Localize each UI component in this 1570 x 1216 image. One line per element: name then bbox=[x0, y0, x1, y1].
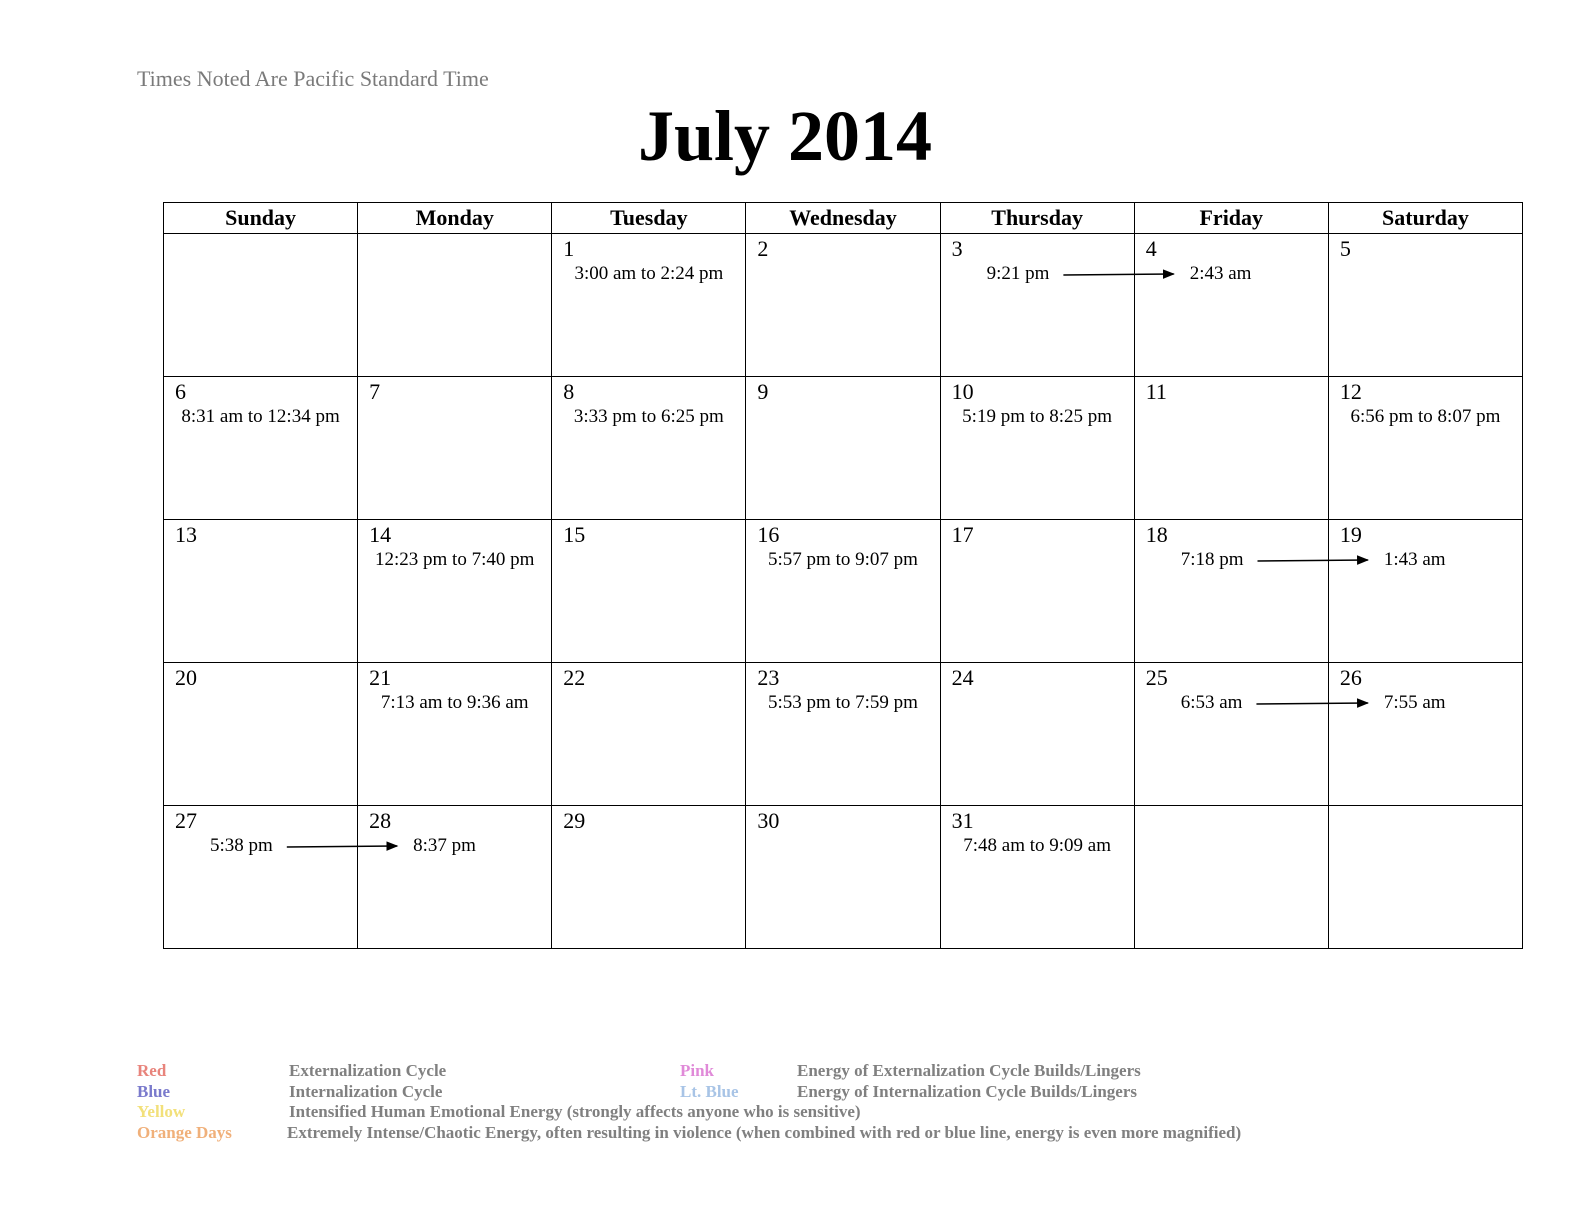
weekday-header: Friday bbox=[1134, 203, 1328, 234]
day-number: 18 bbox=[1145, 522, 1168, 547]
day-number: 30 bbox=[757, 808, 780, 833]
day-number: 1 bbox=[563, 236, 575, 261]
day-cell bbox=[1328, 377, 1522, 520]
day-cell bbox=[1134, 234, 1328, 377]
day-number: 7 bbox=[369, 379, 381, 404]
event-time: 7:18 pm bbox=[1180, 549, 1244, 570]
day-cell bbox=[1328, 663, 1522, 806]
event-time: 9:21 pm bbox=[986, 263, 1050, 284]
event-time-range: 8:31 am to 12:34 pm bbox=[181, 406, 340, 427]
day-number: 26 bbox=[1339, 665, 1362, 690]
day-number: 19 bbox=[1339, 522, 1362, 547]
event-time: 2:43 am bbox=[1189, 263, 1252, 284]
day-number: 11 bbox=[1145, 379, 1167, 404]
week-row bbox=[164, 806, 1523, 949]
day-number: 8 bbox=[563, 379, 575, 404]
day-cell bbox=[552, 234, 746, 377]
day-cell bbox=[164, 806, 358, 949]
day-number: 31 bbox=[951, 808, 974, 833]
day-number: 13 bbox=[175, 522, 197, 547]
day-number: 17 bbox=[951, 522, 974, 547]
day-number: 9 bbox=[757, 379, 769, 404]
day-cell bbox=[940, 806, 1134, 949]
event-time: 1:43 am bbox=[1383, 549, 1446, 570]
event-time-range: 7:13 am to 9:36 am bbox=[380, 692, 529, 713]
empty-day-cell bbox=[1328, 806, 1522, 949]
event-time: 5:38 pm bbox=[210, 835, 273, 856]
day-cell bbox=[1134, 663, 1328, 806]
legend-pink-name: Pink bbox=[680, 1061, 715, 1080]
week-row bbox=[164, 520, 1523, 663]
day-number: 20 bbox=[175, 665, 197, 690]
day-cell bbox=[746, 377, 940, 520]
event-time: 7:55 am bbox=[1383, 692, 1446, 713]
day-cell bbox=[940, 520, 1134, 663]
day-cell bbox=[164, 377, 358, 520]
timezone-note: Times Noted Are Pacific Standard Time bbox=[137, 66, 489, 91]
day-number: 16 bbox=[757, 522, 780, 547]
empty-day-cell bbox=[358, 234, 552, 377]
day-cell bbox=[746, 234, 940, 377]
weekday-header: Sunday bbox=[164, 203, 358, 234]
weekday-header: Wednesday bbox=[746, 203, 940, 234]
day-cell bbox=[358, 663, 552, 806]
weekday-header: Tuesday bbox=[552, 203, 746, 234]
legend-yellow-name: Yellow bbox=[137, 1102, 186, 1121]
day-number: 3 bbox=[951, 236, 963, 261]
day-cell bbox=[746, 663, 940, 806]
event-time: 6:53 am bbox=[1180, 692, 1243, 713]
event-time-range: 5:19 pm to 8:25 pm bbox=[962, 406, 1113, 427]
day-number: 22 bbox=[563, 665, 586, 690]
legend-pink-description: Energy of Externalization Cycle Builds/Lingers bbox=[797, 1061, 1141, 1080]
day-cell bbox=[358, 520, 552, 663]
calendar-title: July 2014 bbox=[637, 96, 933, 176]
day-number: 29 bbox=[563, 808, 586, 833]
week-row bbox=[164, 234, 1523, 377]
event-time-range: 7:48 am to 9:09 am bbox=[963, 835, 1112, 856]
day-cell bbox=[1134, 377, 1328, 520]
empty-day-cell bbox=[1134, 806, 1328, 949]
legend-red-description: Externalization Cycle bbox=[289, 1061, 447, 1080]
day-cell bbox=[164, 520, 358, 663]
day-cell bbox=[552, 377, 746, 520]
day-number: 15 bbox=[563, 522, 586, 547]
event-time-range: 5:53 pm to 7:59 pm bbox=[768, 692, 918, 713]
legend-yellow-description: Intensified Human Emotional Energy (strongly affects anyone who is sensitive) bbox=[289, 1102, 861, 1121]
event-time: 8:37 pm bbox=[413, 835, 476, 856]
weekday-header: Monday bbox=[358, 203, 552, 234]
day-cell bbox=[1328, 234, 1522, 377]
day-number: 25 bbox=[1145, 665, 1168, 690]
event-time-range: 12:23 pm to 7:40 pm bbox=[375, 549, 535, 570]
day-cell bbox=[1328, 520, 1522, 663]
day-number: 6 bbox=[175, 379, 186, 404]
day-number: 12 bbox=[1339, 379, 1362, 404]
day-cell bbox=[358, 377, 552, 520]
day-cell bbox=[164, 663, 358, 806]
legend-blue-name: Blue bbox=[137, 1082, 171, 1101]
day-cell bbox=[1134, 520, 1328, 663]
day-number: 2 bbox=[757, 236, 769, 261]
legend-blue-description: Internalization Cycle bbox=[289, 1082, 443, 1101]
weekday-header: Thursday bbox=[940, 203, 1134, 234]
day-cell bbox=[940, 377, 1134, 520]
legend-orange-description: Extremely Intense/Chaotic Energy, often resulting in violence (when combined with red or blue line, energy is even more magnified) bbox=[287, 1123, 1242, 1142]
day-cell bbox=[940, 234, 1134, 377]
legend-orange-name: Orange Days bbox=[137, 1123, 232, 1142]
day-cell bbox=[552, 520, 746, 663]
day-number: 4 bbox=[1145, 236, 1157, 261]
event-time-range: 6:56 pm to 8:07 pm bbox=[1350, 406, 1501, 427]
day-number: 5 bbox=[1339, 236, 1351, 261]
day-number: 27 bbox=[175, 808, 197, 833]
day-cell bbox=[746, 520, 940, 663]
day-cell bbox=[552, 806, 746, 949]
day-number: 24 bbox=[951, 665, 974, 690]
calendar-grid bbox=[163, 202, 1523, 949]
day-cell bbox=[940, 663, 1134, 806]
event-time-range: 5:57 pm to 9:07 pm bbox=[768, 549, 918, 570]
legend-ltblue-name: Lt. Blue bbox=[680, 1082, 739, 1101]
legend-red-name: Red bbox=[137, 1061, 167, 1080]
day-number: 21 bbox=[369, 665, 392, 690]
day-number: 28 bbox=[369, 808, 392, 833]
week-row bbox=[164, 663, 1523, 806]
day-cell bbox=[552, 663, 746, 806]
day-cell bbox=[358, 806, 552, 949]
weekday-header-row bbox=[164, 203, 1523, 234]
empty-day-cell bbox=[164, 234, 358, 377]
weekday-header: Saturday bbox=[1328, 203, 1522, 234]
day-number: 23 bbox=[757, 665, 780, 690]
legend-ltblue-description: Energy of Internalization Cycle Builds/Lingers bbox=[797, 1082, 1137, 1101]
event-time-range: 3:00 am to 2:24 pm bbox=[574, 263, 724, 284]
event-time-range: 3:33 pm to 6:25 pm bbox=[573, 406, 724, 427]
day-number: 14 bbox=[369, 522, 392, 547]
day-number: 10 bbox=[951, 379, 974, 404]
day-cell bbox=[746, 806, 940, 949]
week-row bbox=[164, 377, 1523, 520]
